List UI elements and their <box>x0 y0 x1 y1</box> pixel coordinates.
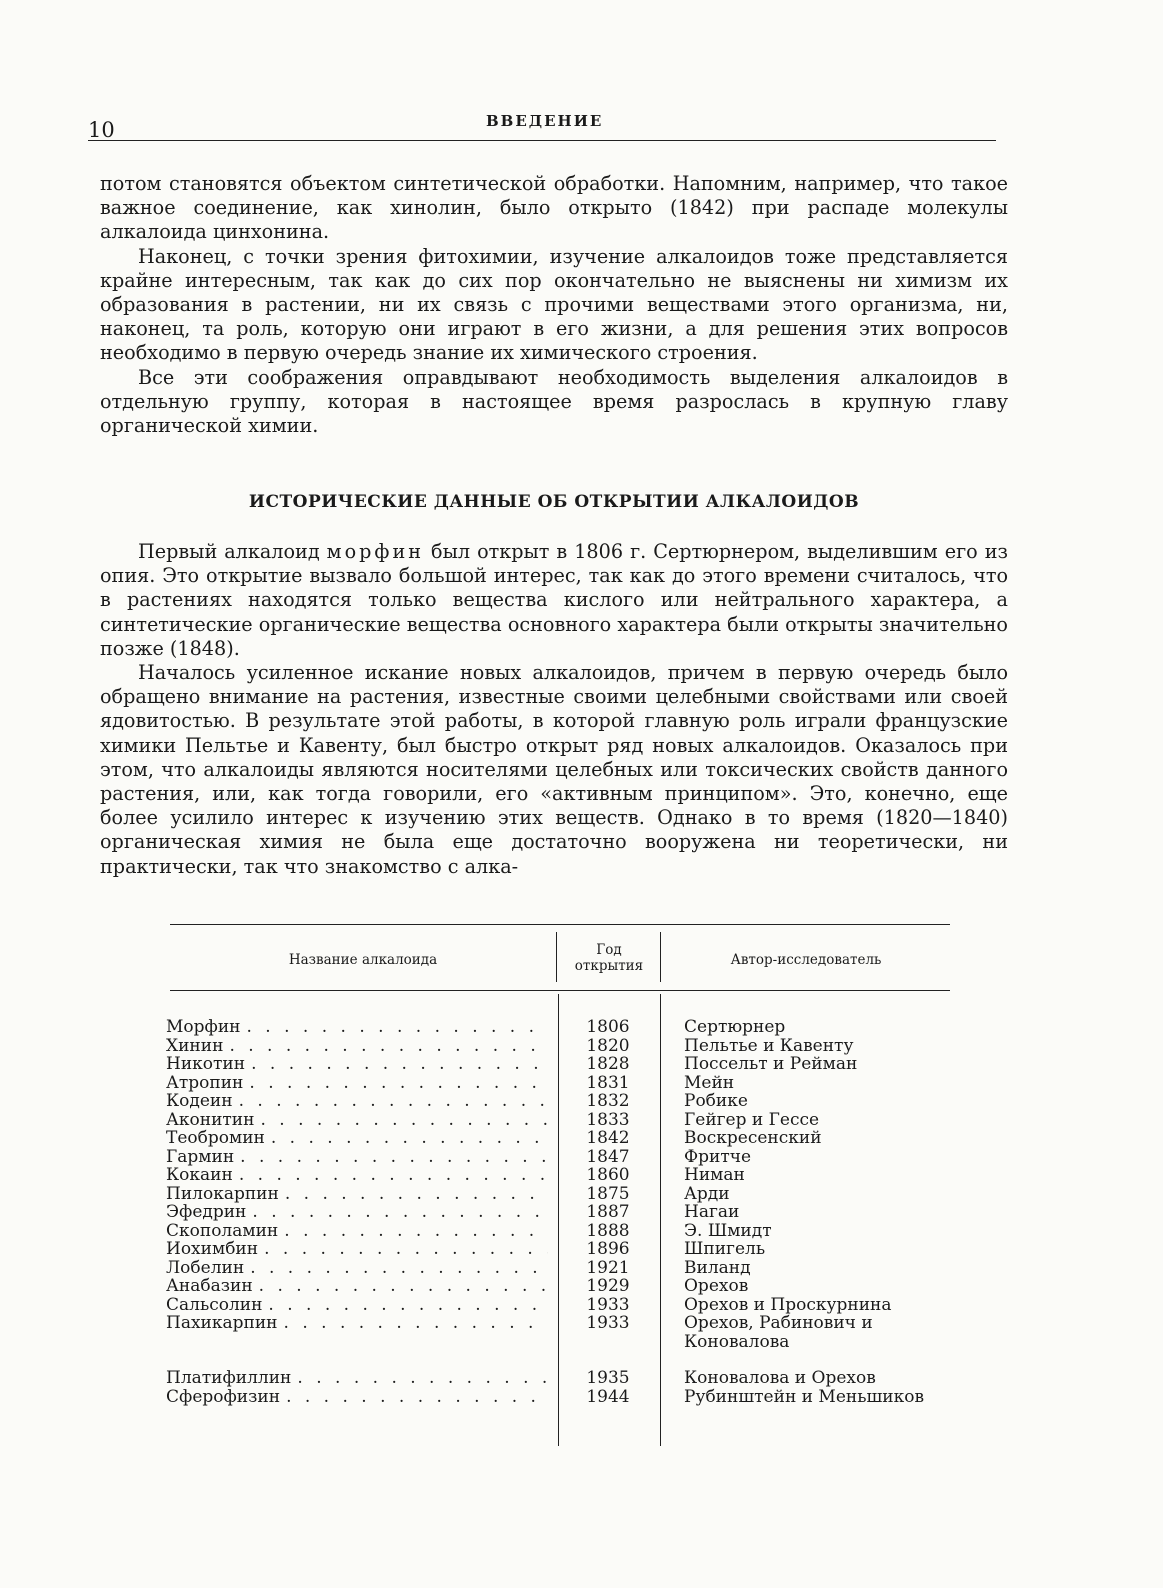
table-row <box>160 1222 950 1241</box>
discovery-year: 1847 <box>586 1146 630 1167</box>
alkaloid-name: Пахикарпин <box>166 1313 278 1333</box>
paragraph: потом становятся объектом синтетической обработки. Напомним, например, что такое важное соединение, как хинолин, было открыто (1842) при распаде молекулы алкалоида цинхонина. <box>100 172 1008 244</box>
alkaloid-name: Эфедрин <box>166 1202 247 1222</box>
dot-leader <box>244 1259 548 1278</box>
dot-leader <box>233 1092 548 1111</box>
table-row <box>160 1129 950 1148</box>
paragraph <box>100 540 1008 661</box>
discovery-year: 1944 <box>586 1386 630 1407</box>
dot-leader <box>280 1388 548 1407</box>
table-row <box>160 1314 950 1351</box>
alkaloid-name: Аконитин <box>166 1109 255 1130</box>
author-researcher: Коновалова и Орехов <box>684 1368 876 1388</box>
table-row <box>160 1203 950 1222</box>
dot-leader <box>254 1111 548 1130</box>
dot-leader <box>291 1369 548 1388</box>
column-divider <box>556 932 557 982</box>
author-researcher: Э. Шмидт <box>684 1220 772 1241</box>
table-row <box>160 1166 950 1185</box>
author-researcher: Фритче <box>684 1146 752 1167</box>
table-row <box>160 1259 950 1278</box>
table-row <box>160 1388 950 1407</box>
author-researcher: Ниман <box>684 1165 745 1185</box>
column-divider <box>660 932 661 982</box>
alkaloid-name-cell <box>160 1369 556 1388</box>
dot-leader <box>241 1018 549 1037</box>
alkaloid-name-cell <box>160 1166 556 1185</box>
alkaloid-name-cell <box>160 1037 556 1056</box>
author-researcher: Виланд <box>684 1257 751 1278</box>
emphasized-term: морфин <box>326 540 425 563</box>
alkaloid-name-cell <box>160 1018 556 1037</box>
alkaloid-name-cell <box>160 1240 556 1259</box>
alkaloid-name-cell <box>160 1222 556 1241</box>
page-header <box>88 112 996 152</box>
discovery-year: 1896 <box>586 1239 630 1259</box>
alkaloid-name-cell <box>160 1388 556 1407</box>
alkaloid-name: Анабазин <box>166 1276 253 1296</box>
alkaloid-name-cell <box>160 1092 556 1111</box>
alkaloid-name-cell <box>160 1277 556 1296</box>
dot-leader <box>279 1185 548 1204</box>
alkaloid-name-cell <box>160 1148 556 1167</box>
author-researcher: Нагаи <box>684 1202 740 1222</box>
dot-leader <box>246 1203 548 1222</box>
table-rule-top <box>170 924 950 925</box>
author-researcher: Пельтье и Кавенту <box>684 1035 854 1056</box>
author-researcher: Шпигель <box>684 1239 766 1259</box>
paragraph: Наконец, с точки зрения фитохимии, изучение алкалоидов тоже представляется крайне интересным, так как до сих пор окончательно не выяснены ни химизм их образования в растении, ни их связь с прочими веществами этого организма, ни, наконец, та роль, которую они играют в его жизни, а для решения этих вопросов необходимо в первую очередь знание их химического строения. <box>100 244 1008 365</box>
discovery-year: 1806 <box>586 1017 630 1037</box>
alkaloid-name: Скополамин <box>166 1220 279 1241</box>
discovery-year: 1935 <box>586 1368 630 1388</box>
author-researcher: Орехов <box>684 1276 749 1296</box>
dot-leader <box>262 1296 548 1315</box>
header-year <box>558 942 660 974</box>
alkaloid-name-cell <box>160 1259 556 1278</box>
discovery-year: 1929 <box>586 1276 630 1296</box>
table-body <box>160 1018 950 1406</box>
dot-leader <box>223 1037 548 1056</box>
table-row <box>160 1111 950 1130</box>
alkaloid-name: Хинин <box>166 1035 224 1056</box>
table-row <box>160 1240 950 1259</box>
dot-leader <box>234 1148 548 1167</box>
discovery-year: 1842 <box>586 1128 630 1148</box>
discovery-year: 1875 <box>586 1183 630 1204</box>
discovery-year: 1888 <box>586 1220 630 1241</box>
alkaloid-name-cell <box>160 1074 556 1093</box>
alkaloid-name: Сферофизин <box>166 1386 281 1407</box>
dot-leader <box>243 1074 548 1093</box>
alkaloid-name-cell <box>160 1203 556 1222</box>
discovery-year: 1860 <box>586 1165 630 1185</box>
paragraph: Все эти соображения оправдывают необходимость выделения алкалоидов в отдельную группу, которая в настоящее время разрослась в крупную главу органической химии. <box>100 365 1008 438</box>
paragraph-text: был открыт в 1806 г. Сертюрнером, выделившим его из опия. Это открытие вызвало большой интерес, так как до этого времени считалось, что в растениях находятся только вещества кислого или нейтрального характера, а синтетические органические вещества основного характера были открыты значительно позже (1848). <box>100 540 1008 660</box>
header-year-line: открытия <box>574 958 644 974</box>
author-researcher: Гейгер и Гессе <box>684 1109 820 1130</box>
author-researcher: Орехов, Рабинович и Коновалова <box>684 1313 873 1352</box>
dot-leader <box>265 1129 548 1148</box>
author-researcher: Орехов и Проскурнина <box>684 1294 892 1315</box>
section-heading: ИСТОРИЧЕСКИЕ ДАННЫЕ ОБ ОТКРЫТИИ АЛКАЛОИДОВ <box>248 492 860 512</box>
alkaloid-name: Морфин <box>166 1017 241 1037</box>
table-row <box>160 1055 950 1074</box>
alkaloid-name: Платифиллин <box>166 1368 292 1388</box>
author-researcher: Арди <box>684 1183 730 1204</box>
author-researcher: Мейн <box>684 1072 735 1093</box>
table-row <box>160 1185 950 1204</box>
alkaloid-name-cell <box>160 1314 556 1333</box>
dot-leader <box>233 1166 548 1185</box>
header-year-line: Год <box>596 942 622 958</box>
table-row <box>160 1296 950 1315</box>
author-researcher: Поссельт и Рейман <box>684 1054 858 1074</box>
dot-leader <box>245 1055 548 1074</box>
discovery-year: 1921 <box>586 1257 630 1278</box>
header-name: Название алкалоида <box>288 952 438 968</box>
table-row <box>160 1369 950 1388</box>
alkaloid-name: Кокаин <box>166 1165 233 1185</box>
alkaloid-name: Иохимбин <box>166 1239 259 1259</box>
author-researcher: Рубинштейн и Меньшиков <box>684 1386 925 1407</box>
table-row <box>160 1092 950 1111</box>
author-researcher: Воскресенский <box>684 1128 822 1148</box>
author-researcher: Робике <box>684 1091 748 1111</box>
discovery-year: 1828 <box>586 1054 630 1074</box>
alkaloid-name: Сальсолин <box>166 1294 263 1315</box>
discovery-year: 1820 <box>586 1035 630 1056</box>
alkaloid-discovery-table <box>160 924 950 1444</box>
intro-text <box>100 172 1008 438</box>
alkaloid-name: Кодеин <box>166 1091 233 1111</box>
paragraph-text: Первый алкалоид <box>138 540 320 563</box>
table-row <box>160 1074 950 1093</box>
dot-leader <box>258 1240 548 1259</box>
table-row <box>160 1018 950 1037</box>
history-text <box>100 540 1008 879</box>
alkaloid-name: Никотин <box>166 1054 246 1074</box>
paragraph: Началось усиленное искание новых алкалоидов, причем в первую очередь было обращено внимание на растения, известные своими целебными свойствами или своей ядовитостью. В результате этой работы, в которой главную роль играли французские химики Пельтье и Кавенту, был быстро открыт ряд новых алкалоидов. Оказалось при этом, что алкалоиды являются носителями целебных или токсических свойств данного растения, или, как тогда говорили, его «активным принципом». Это, конечно, еще более усилило интерес к изучению этих веществ. Однако в то время (1820—1840) органическая химия не была еще достаточно вооружена ни теоретически, ни практически, так что знакомство с алка- <box>100 661 1008 878</box>
table-row <box>160 1148 950 1167</box>
discovery-year: 1831 <box>586 1072 630 1093</box>
dot-leader <box>278 1222 548 1241</box>
dot-leader <box>253 1277 548 1296</box>
alkaloid-name: Лобелин <box>166 1257 245 1278</box>
discovery-year: 1933 <box>586 1294 630 1315</box>
table-row <box>160 1277 950 1296</box>
alkaloid-name-cell <box>160 1111 556 1130</box>
discovery-year: 1833 <box>586 1109 630 1130</box>
alkaloid-name-cell <box>160 1055 556 1074</box>
table-rule-header <box>170 990 950 991</box>
alkaloid-name: Гармин <box>166 1146 235 1167</box>
alkaloid-name-cell <box>160 1129 556 1148</box>
alkaloid-name: Теобромин <box>166 1128 265 1148</box>
running-head: ВВЕДЕНИЕ <box>486 112 604 130</box>
alkaloid-name: Атропин <box>166 1072 244 1093</box>
author-researcher: Сертюрнер <box>684 1017 786 1037</box>
discovery-year: 1933 <box>586 1313 630 1333</box>
page-number: 10 <box>88 118 115 142</box>
header-rule <box>88 140 996 141</box>
header-author: Автор-исследователь <box>730 952 882 968</box>
alkaloid-name-cell <box>160 1185 556 1204</box>
dot-leader <box>278 1314 548 1333</box>
discovery-year: 1832 <box>586 1091 630 1111</box>
discovery-year: 1887 <box>586 1202 630 1222</box>
table-row <box>160 1037 950 1056</box>
alkaloid-name-cell <box>160 1296 556 1315</box>
alkaloid-name: Пилокарпин <box>166 1183 279 1204</box>
